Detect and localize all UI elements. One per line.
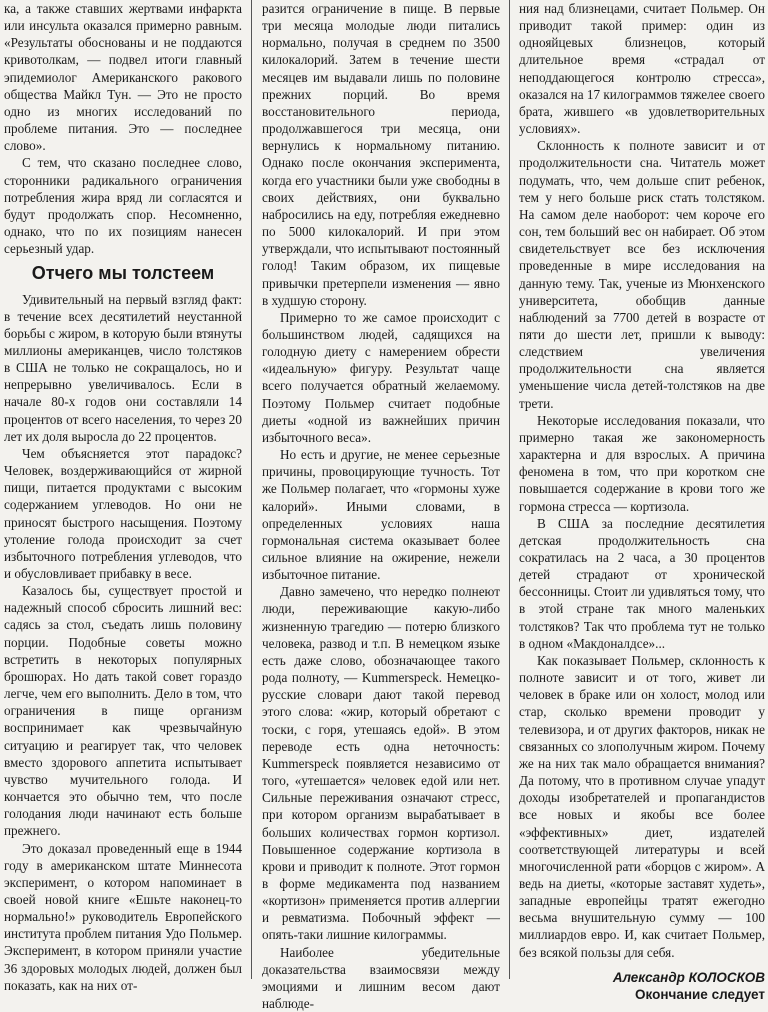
paragraph: ния над близнецами, считает Польмер. Он приводит такой пример: один из однояйцевых близнецов, который длительное время «страдал от неподдающегося контролю стресса», оказался на 17 килограммов тяжелее своего брата, жившего «в удовлетворительных условиях». bbox=[519, 1, 765, 137]
column-divider bbox=[251, 0, 252, 979]
paragraph: Наиболее убедительные доказательства взаимосвязи между эмоциями и лишним весом дают наблюде- bbox=[262, 944, 500, 1012]
paragraph: Некоторые исследования показали, что примерно такая же закономерность характерна и для взрослых. А причина феномена в том, что при коротком сне повышается содержание в крови того же гормона стресса — кортизола. bbox=[519, 412, 765, 514]
column-1 bbox=[4, 0, 242, 993]
paragraph: В США за последние десятилетия детская продолжительность сна сократилась на 2 часа, а 30 процентов детей страдают от хронической бессонницы. Стоит ли удивляться тому, что в этой стране так много маленьких толстяков? Так что проблема тут не только в одном «Макдоналдсе»... bbox=[519, 515, 765, 651]
paragraph: Казалось бы, существует простой и надежный способ сбросить лишний вес: садясь за стол, съедать лишь половину порции. Подобные советы можно встретить в некоторых популярных брошюрах. Но дать такой совет гораздо легче, чем его выполнить. Дело в том, что ограничения в пище организм воспринимает как чрезвычайную ситуацию и реагирует так, что человек вместо здорового аппетита испытывает чувство мучительного голода. И кончается это обычно тем, что после голодания люди начинают есть больше прежнего. bbox=[4, 583, 242, 839]
author-signature: Александр КОЛОСКОВ bbox=[612, 969, 765, 985]
continuation-note: Окончание следует bbox=[635, 986, 765, 1002]
paragraph: Как показывает Польмер, склонность к полноте зависит и от того, живет ли человек в браке или он холост, молод или стар, сколько времени проводит у телевизора, и от других факторов, никак не связанных со злополучным жиром. Почему же на них так мало обращается внимания? Да потому, что в противном случае упадут доходы изобретателей и пропагандистов все новых и якобы все более «эффективных» диет, издателей соответствующей литературы и всей многочисленной рати «борцов с жиром». А ведь на диеты, «которые заставят худеть», западные европейцы тратят ежегодно весьма внушительную сумму — 100 миллиардов евро. И, как считает Польмер, без всякой пользы для себя. bbox=[519, 652, 765, 960]
paragraph: Примерно то же самое происходит с большинством людей, садящихся на голодную диету с намерением обрести «идеальную» фигуру. Результат чаще всего получается обратный желаемому. Поэтому Польмер считает подобные диеты «одной из важнейших причин избыточного веса». bbox=[262, 309, 500, 445]
paragraph: Это доказал проведенный еще в 1944 году в американском штате Миннесота эксперимент, о котором напоминает в своей новой книге «Ешьте наконец-то нормально!» руководитель Европейского института проблем питания Удо Польмер. Эксперимент, в котором приняли участие 36 здоровых молодых людей, должен был показать, как на них от- bbox=[4, 840, 242, 993]
paragraph: Но есть и другие, не менее серьезные причины, провоцирующие тучность. Тот же Польмер полагает, что «гормоны хуже калорий». Иными словами, в определенных условиях наша гормональная система оказывает более сильное влияние на ожирение, нежели избыточное питание. bbox=[262, 447, 500, 583]
paragraph: ка, а также ставших жертвами инфаркта или инсульта оказался примерно равным. «Результаты обоснованы и не поддаются кривотолкам, — подвел итоги главный эпидемиолог Американского ракового общества Майкл Тун. — Это не просто одно из многих исследований по проблеме питания. Это — последнее слово». bbox=[4, 1, 242, 154]
paragraph: С тем, что сказано последнее слово, сторонники радикального ограничения потребления жира вряд ли согласятся и будут продолжать спор. Несомненно, однако, что по их позициям нанесен серьезный удар. bbox=[4, 155, 242, 257]
paragraph: Давно замечено, что нередко полнеют люди, переживающие какую-либо жизненную трагедию — потерю близкого человека, развод и т.п. В немецком языке есть даже слово, обозначающее такого рода полноту, — Kummerspeck. Немецко-русские словари дают такой перевод этого слова: «жир, который обретают с тоски, с горя, утешаясь едой». В этом переводе есть одна неточность: Kummerspeck появляется независимо от того, «утешается» человек едой или нет. Сильные переживания означают стресс, при котором организм вырабатывает в больших количествах гормон кортизол. Повышенное содержание кортизола в крови и приводит к полноте. Этот гормон в форме медикамента под названием «кортизон» применяется против аллергии и ревматизма. Побочный эффект — опять-таки лишние килограммы. bbox=[262, 584, 500, 943]
paragraph: Чем объясняется этот парадокс? Человек, воздерживающийся от жирной пищи, питается продуктами с высоким содержанием углеводов. Но они не приносят быстрого насыщения. Поэтому утоление голода происходит за счет избыточного потребления углеводов, что и обусловливает прибавку в весе. bbox=[4, 445, 242, 581]
paragraph: Удивительный на первый взгляд факт: в течение всех десятилетий неустанной борьбы с жиром, в которую были втянуты миллионы американцев, число толстяков в США не только не сокращалось, но и непрерывно увеличивалось. Если в начале 80-х годов они составляли 14 процентов от всего населения, то через 20 лет их доля выросла до 22 процентов. bbox=[4, 291, 242, 444]
paragraph: Склонность к полноте зависит и от продолжительности сна. Читатель может подумать, что, чем дольше спит ребенок, тем у него больше риск стать толстяком. На самом деле наоборот: чем короче его сон, тем больший вес он набирает. Об этом свидетельствует все без исключения проведенные в мире исследования на данную тему. Так, ученые из Мюнхенского университета, обобщив данные наблюдений за 7700 детей в возрасте от пяти до шести лет, пришли к выводу: следствием увеличения продолжительности сна является уменьшение числа детей-толстяков на две трети. bbox=[519, 138, 765, 411]
column-divider bbox=[509, 0, 510, 979]
paragraph: разится ограничение в пище. В первые три месяца молодые люди питались нормально, получая в среднем по 3500 килокалорий. Затем в течение шести месяцев им выдавали лишь по половине прежних порций. Во время восстановительного периода, продолжавшегося три месяца, они вернулись к нормальному питанию. Однако после окончания эксперимента, когда его участники были уже свободны в своих действиях, они буквально набросились на еду, потребляя ежедневно по 5000 килокалорий. И при этом утверждали, что испытывают постоянный голод! Таким образом, их пищевые привычки претерпели изменения — явно в худшую сторону. bbox=[262, 1, 500, 308]
section-heading: Отчего мы толстеем bbox=[31, 263, 215, 284]
column-2 bbox=[262, 0, 500, 1012]
column-3 bbox=[519, 0, 765, 1002]
